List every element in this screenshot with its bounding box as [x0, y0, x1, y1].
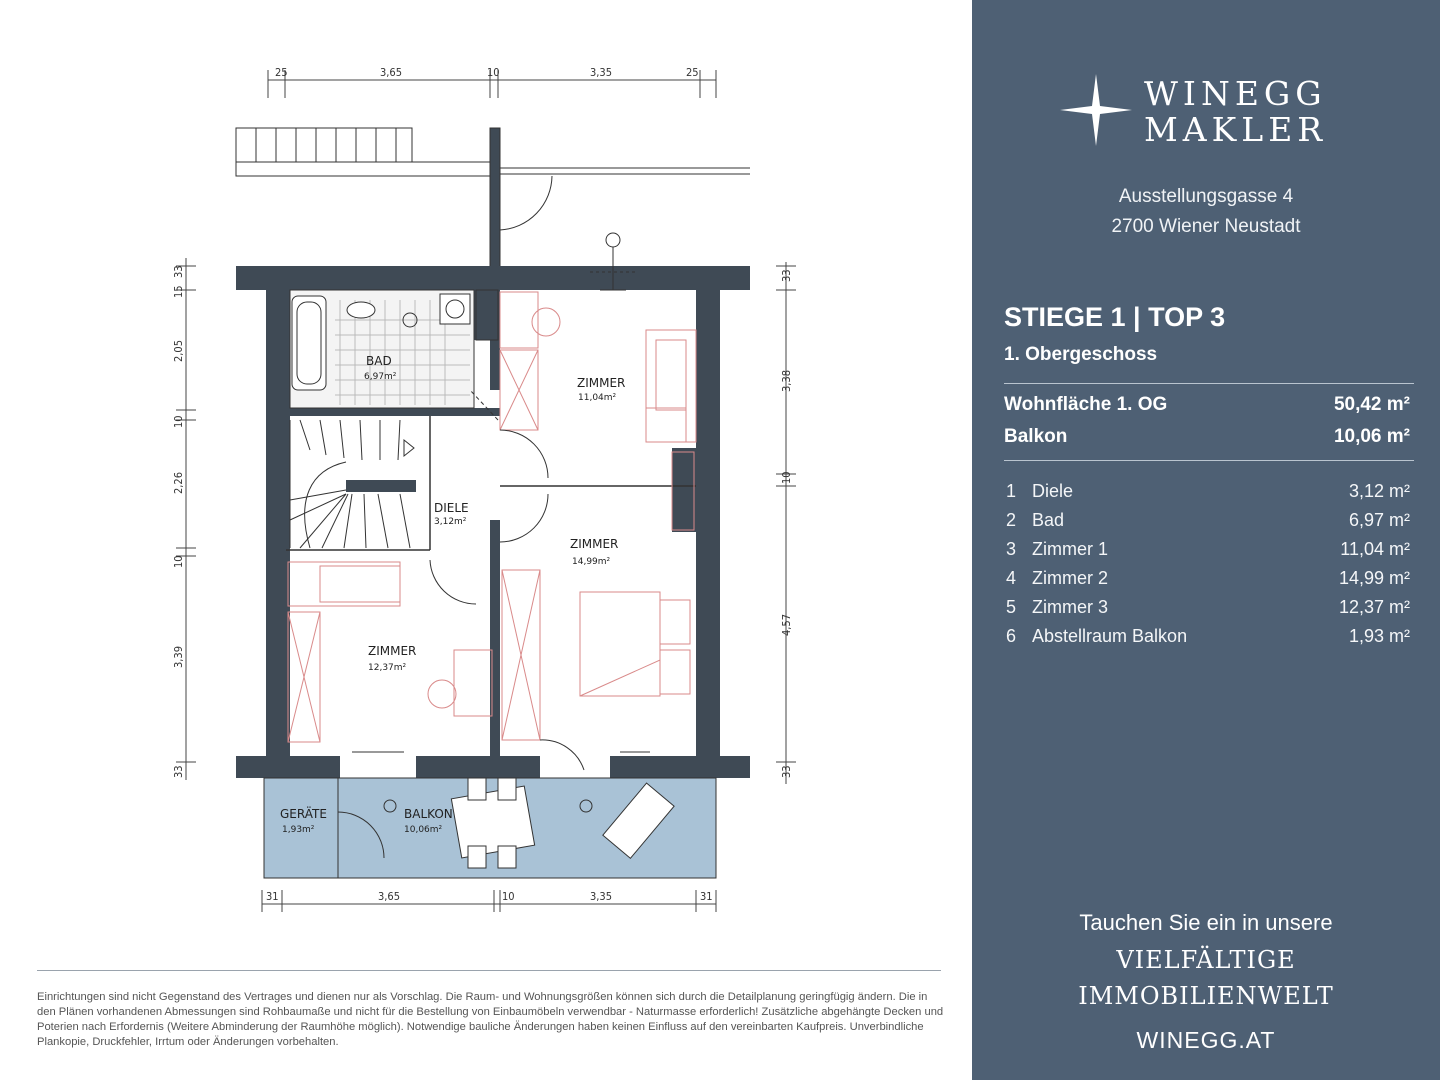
tagline-line-3: IMMOBILIENWELT — [1078, 982, 1334, 1010]
summary-row-balcony — [1004, 426, 1410, 448]
room-number: 5 — [1006, 597, 1017, 617]
dim-right-5: 33 — [780, 765, 793, 778]
room-name: Diele — [1032, 481, 1074, 501]
dim-top-5: 25 — [686, 66, 699, 79]
room-area: 3,12 m² — [1348, 481, 1410, 501]
website-link[interactable]: WINEGG.AT — [1136, 1027, 1276, 1053]
tagline-line-2: VIELFÄLTIGE — [1116, 946, 1296, 974]
room-label-bad: BAD — [366, 354, 392, 368]
zimmer2-furniture — [502, 570, 690, 740]
room-area-diele: 3,12m² — [434, 517, 467, 527]
dim-right-4: 4,57 — [780, 613, 793, 636]
summary-value: 10,06 m² — [1333, 426, 1410, 447]
dim-left-6: 10 — [172, 555, 185, 568]
room-area-zimmer1: 11,04m² — [578, 393, 617, 403]
unit-title: STIEGE 1 | TOP 3 — [1004, 302, 1226, 332]
room-number: 1 — [1006, 481, 1017, 501]
room-row — [1006, 626, 1410, 647]
room-area: 14,99 m² — [1338, 568, 1410, 588]
room-area-geraete: 1,93m² — [282, 825, 315, 835]
diele-doors — [430, 390, 548, 604]
room-name: Zimmer 3 — [1032, 597, 1108, 617]
dim-left-5: 2,26 — [172, 471, 185, 494]
tagline-intro: Tauchen Sie ein in unsere — [1079, 910, 1333, 935]
dim-right-2: 3,38 — [780, 369, 793, 392]
room-label-balkon: BALKON — [404, 807, 453, 821]
external-stair — [236, 128, 750, 268]
room-number: 2 — [1006, 510, 1017, 530]
floor-label: 1. Obergeschoss — [1004, 344, 1158, 365]
room-name: Zimmer 1 — [1032, 539, 1108, 559]
room-area: 11,04 m² — [1340, 539, 1410, 559]
room-row — [1006, 597, 1410, 618]
room-area: 1,93 m² — [1348, 626, 1410, 646]
room-area-balkon: 10,06m² — [404, 825, 443, 835]
room-label-zimmer2: ZIMMER — [570, 537, 619, 551]
divider-top — [1004, 383, 1414, 384]
summary-label: Wohnfläche 1. OG — [1004, 394, 1168, 415]
dim-left-7: 3,39 — [172, 645, 185, 668]
room-area-bad: 6,97m² — [364, 372, 397, 382]
summary-value: 50,42 m² — [1333, 394, 1410, 415]
info-sidebar — [972, 0, 1440, 1080]
dim-top-3: 10 — [487, 66, 500, 79]
divider-bottom — [1004, 460, 1414, 461]
floorplan-drawing — [160, 55, 793, 915]
room-number: 6 — [1006, 626, 1017, 646]
dim-left-2: 15 — [172, 285, 185, 298]
dim-top-4: 3,35 — [590, 66, 613, 79]
room-area: 6,97 m² — [1348, 510, 1410, 530]
room-number: 3 — [1006, 539, 1017, 559]
room-area-zimmer2: 14,99m² — [572, 557, 611, 567]
disclaimer-text: Einrichtungen sind nicht Gegenstand des Vertrages und dienen nur als Vorschlag. Die Raum- und Wohnungsgrößen können sich durch die Detailplanung geringfügig ändern. Die in den Plänen vorhandenen Abmessungen sind Rohbaumaße und nicht für die Bestellung von Einbaumöbeln verwendbar - Naturmasse erforderlich! Zusätzliche abgehängte Decken und Poterien nach Erfordernis (Weitere Abminderung der Raumhöhe möglich). Notwendige bauliche Änderungen haben keinen Einfluss auf den vereinbarten Kaufpreis. Unverbindliche Plankopie, Druckfehler, Irrtum oder Änderungen vorbehalten. — [37, 991, 944, 1048]
address-city: 2700 Wiener Neustadt — [1111, 216, 1301, 237]
dim-left-4: 10 — [172, 415, 185, 428]
dim-right-1: 33 — [780, 269, 793, 282]
dim-bottom-2: 3,65 — [378, 890, 401, 903]
balcony — [264, 778, 716, 878]
room-row — [1006, 539, 1410, 560]
star-icon — [1060, 74, 1132, 146]
room-label-diele: DIELE — [434, 501, 469, 515]
address-street: Ausstellungsgasse 4 — [1118, 186, 1294, 207]
dim-bottom-3: 10 — [502, 890, 515, 903]
room-row — [1006, 568, 1410, 589]
zimmer1-furniture — [500, 292, 696, 530]
dim-bottom-1: 31 — [266, 890, 279, 903]
dim-left-8: 33 — [172, 765, 185, 778]
dim-bottom-5: 31 — [700, 890, 713, 903]
room-name: Bad — [1032, 510, 1065, 530]
room-number: 4 — [1006, 568, 1017, 588]
room-label-zimmer1: ZIMMER — [577, 376, 626, 390]
room-label-zimmer3: ZIMMER — [368, 644, 417, 658]
summary-label: Balkon — [1004, 426, 1068, 447]
dim-bottom-4: 3,35 — [590, 890, 613, 903]
dim-top-2: 3,65 — [380, 66, 403, 79]
dimension-bottom — [262, 890, 716, 912]
room-row — [1006, 481, 1410, 502]
room-row — [1006, 510, 1410, 531]
dim-left-1: 33 — [172, 265, 185, 278]
room-name: Zimmer 2 — [1032, 568, 1108, 588]
dimension-left — [176, 258, 196, 780]
bathroom — [290, 290, 498, 408]
logo-line-2: MAKLER — [1144, 110, 1328, 149]
summary-row-living — [1004, 394, 1410, 416]
dim-top-1: 25 — [275, 66, 288, 79]
room-label-geraete: GERÄTE — [280, 807, 327, 821]
room-area-zimmer3: 12,37m² — [368, 663, 407, 673]
dim-right-3: 10 — [780, 471, 793, 484]
logo — [1060, 70, 1360, 150]
dim-left-3: 2,05 — [172, 339, 185, 362]
logo-line-1: WINEGG — [1144, 74, 1327, 113]
room-area: 12,37 m² — [1338, 597, 1410, 617]
room-name: Abstellraum Balkon — [1032, 626, 1188, 646]
dimension-right — [776, 262, 796, 784]
disclaimer-divider — [37, 970, 941, 971]
